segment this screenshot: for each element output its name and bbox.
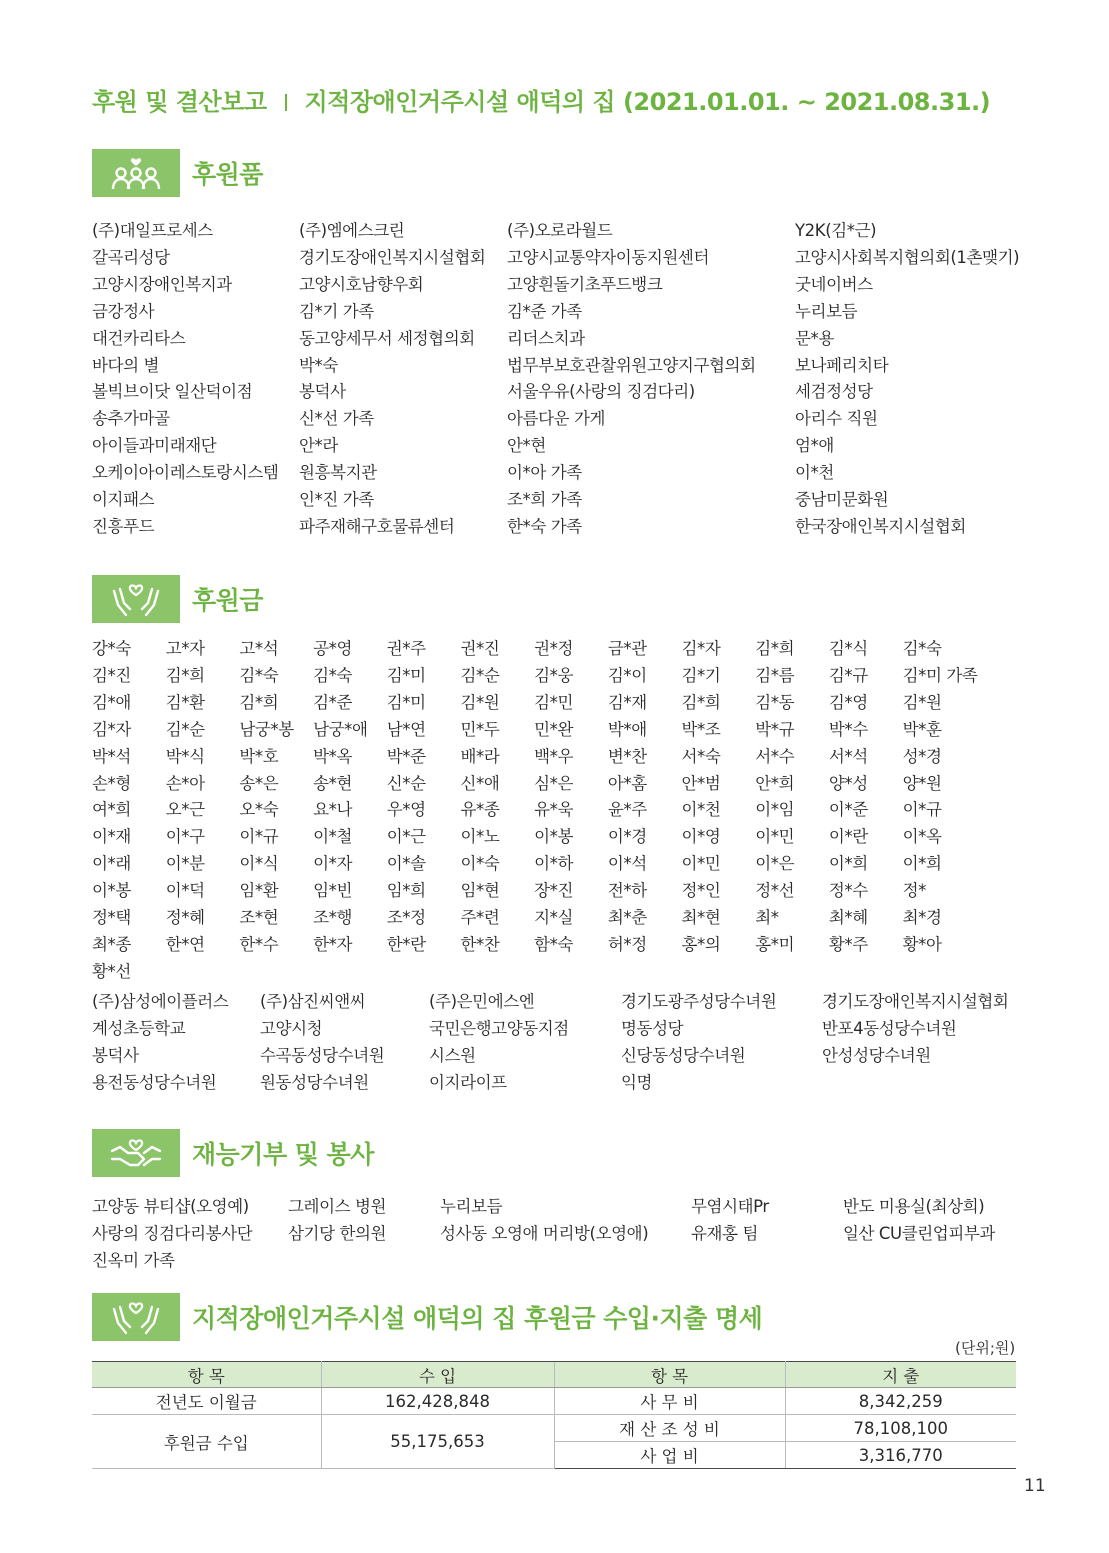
talent-donor: 유재홍 팀: [691, 1223, 759, 1243]
individual-donor: 이*자: [313, 854, 352, 874]
individual-donor: 최*: [755, 908, 779, 928]
individual-donor: 홍*미: [755, 934, 795, 954]
individual-donor: 김*웅: [534, 665, 574, 685]
organization-donor: 국민은행고양동지점: [429, 1018, 569, 1038]
goods-donor: 김*준 가족: [507, 301, 582, 321]
individual-donor: 김*희: [239, 692, 279, 712]
individual-donor: 이*란: [828, 827, 868, 847]
goods-donor: 세검정성당: [795, 382, 873, 402]
individual-donor: 안*범: [681, 773, 721, 793]
goods-donor: 리더스치과: [507, 328, 585, 348]
expense2-value: 78,108,100: [785, 1415, 1016, 1442]
individual-donor: 홍*의: [681, 934, 721, 954]
individual-donor: 남궁*봉: [239, 719, 294, 739]
individual-donor: 최*춘: [607, 908, 647, 928]
individual-donor: 권*주: [386, 639, 426, 658]
goods-donor: (주)오로라월드: [507, 221, 613, 240]
individual-donor: 김*희: [755, 639, 795, 658]
goods-donor: 송추가마골: [92, 409, 170, 429]
header-income: 수 입: [321, 1362, 554, 1388]
organization-donor: [822, 1070, 1022, 1097]
organization-donor: 명동성당: [621, 1018, 684, 1038]
talent-donor: 누리보듬: [440, 1197, 503, 1216]
individual-donor: 정*택: [92, 908, 131, 928]
individual-donor: 김*자: [92, 719, 131, 739]
talent-donor: 그레이스 병원: [288, 1197, 387, 1216]
individual-donor: 박*훈: [902, 719, 942, 739]
organization-donor: 계성초등학교: [92, 1018, 186, 1038]
goods-donor: 서울우유(사랑의 징검다리): [507, 382, 695, 402]
expense1-label: 사 무 비: [554, 1388, 785, 1415]
goods-donor: 원흥복지관: [299, 463, 377, 483]
individual-donor: 김*순: [460, 665, 500, 685]
individual-donor: 이*규: [902, 800, 942, 820]
header-expense-item: 항 목: [554, 1362, 785, 1388]
goods-donor: 진흥푸드: [92, 516, 155, 536]
organization-donor: 용전동성당수녀원: [92, 1072, 217, 1092]
individual-donor: 금*관: [607, 639, 647, 658]
individual-donor: 이*영: [681, 827, 721, 847]
organization-donor: 반포4동성당수녀원: [822, 1018, 957, 1038]
individual-donor: 이*식: [239, 854, 279, 874]
goods-donor: 문*용: [795, 328, 834, 348]
individual-donor: 윤*주: [607, 800, 647, 820]
goods-donor: 금강정사: [92, 301, 155, 321]
individual-donor: 정*인: [681, 881, 721, 901]
goods-donor: (주)엠에스크린: [299, 221, 405, 240]
individual-donor: 조*행: [313, 908, 352, 928]
organization-donor: 원동성당수녀원: [260, 1072, 369, 1092]
organization-donor: 경기도장애인복지시설협회: [822, 992, 1009, 1011]
individual-donor: 서*석: [828, 746, 868, 766]
individual-donor: 배*라: [460, 746, 500, 766]
individual-donor: 백*우: [534, 746, 574, 766]
individual-donor: 김*미 가족: [902, 665, 978, 685]
goods-donor: 한*숙 가족: [507, 516, 582, 536]
individual-donor: 함*숙: [534, 934, 574, 954]
individual-donor: 임*빈: [313, 881, 352, 901]
individual-donor: 아*홈: [607, 773, 647, 793]
page-number: 11: [1024, 1476, 1046, 1496]
section-money-head: [92, 574, 263, 624]
donation-label: 후원금 수입: [92, 1415, 321, 1469]
unit-label: (단위;원): [955, 1339, 1016, 1357]
organization-donors-list: [92, 989, 1022, 1097]
individual-donor: 김*숙: [313, 665, 352, 685]
hands-heart-icon: [92, 575, 180, 623]
individual-donor: 권*정: [534, 639, 574, 658]
individual-donor: 이*규: [239, 827, 279, 847]
individual-donor: 최*종: [92, 934, 131, 954]
individual-donor: 이*재: [92, 827, 131, 847]
individual-donor: 김*숙: [902, 639, 942, 658]
individual-donor: 민*완: [534, 719, 574, 739]
organization-donor: 신당동성당수녀원: [621, 1045, 746, 1065]
individual-donor: 한*수: [239, 934, 279, 954]
goods-donor: 조*희 가족: [507, 490, 582, 510]
goods-list: [92, 218, 1035, 541]
individual-donor: 이*숙: [460, 854, 500, 874]
talent-donor: 일산 CU클린업피부과: [843, 1223, 995, 1243]
people-icon: [92, 149, 180, 197]
individual-donor: 김*름: [755, 665, 795, 685]
individual-donor: 임*희: [386, 881, 426, 901]
individual-donor: 손*아: [165, 773, 205, 793]
individual-donor: 성*경: [902, 746, 942, 766]
carryover-value: 162,428,848: [321, 1388, 554, 1415]
individual-donor: 권*진: [460, 639, 500, 658]
goods-donor: 아리수 직원: [795, 409, 878, 429]
individual-donor: 박*규: [755, 719, 795, 739]
goods-donor: 고양시호남향우회: [299, 274, 424, 294]
section-talent-head: [92, 1128, 374, 1178]
individual-donor: 김*규: [828, 665, 868, 685]
page-header: [92, 82, 990, 117]
talent-donors-list: [92, 1194, 1019, 1275]
talent-donor: 사랑의 징검다리봉사단: [92, 1223, 253, 1243]
individual-donor: 전*하: [607, 881, 647, 901]
individual-donor: 지*실: [534, 908, 574, 928]
individual-donor: 김*희: [165, 665, 205, 685]
organization-donor: (주)삼성에이플러스: [92, 992, 229, 1011]
goods-donor: 김*기 가족: [299, 301, 374, 321]
individual-donor: 김*재: [607, 692, 647, 712]
individual-donor: 한*자: [313, 934, 352, 954]
organization-donor: 수곡동성당수녀원: [260, 1045, 385, 1065]
individual-donor: 최*혜: [828, 908, 868, 928]
goods-donor: 대건카리타스: [92, 328, 186, 348]
individual-donor: 유*욱: [534, 800, 574, 820]
talent-donor: 반도 미용실(최상희): [843, 1197, 985, 1216]
goods-donor: 고양시교통약자이동지원센터: [507, 247, 710, 267]
goods-donor: 이*천: [795, 463, 834, 483]
goods-donor: 고양시사회복지협의회(1촌맺기): [795, 247, 1020, 267]
goods-donor: 바다의 별: [92, 355, 160, 375]
goods-donor: 이지패스: [92, 490, 155, 510]
talent-donor: [440, 1248, 691, 1275]
goods-donor: 안*라: [299, 436, 338, 456]
individual-donor: 김*환: [165, 692, 205, 712]
table-header-row: [92, 1362, 1016, 1388]
donation-value: 55,175,653: [321, 1415, 554, 1469]
individual-donor: 임*환: [239, 881, 279, 901]
goods-donor: 중남미문화원: [795, 490, 889, 510]
individual-donor: 조*정: [386, 908, 426, 928]
expense1-value: 8,342,259: [785, 1388, 1016, 1415]
individual-donor: 여*희: [92, 800, 131, 820]
individual-donor: 서*수: [755, 746, 795, 766]
individual-donor: 이*봉: [534, 827, 574, 847]
individual-donor: 이*준: [828, 800, 868, 820]
individual-donor: 최*경: [902, 908, 942, 928]
individual-donor: 박*조: [681, 719, 721, 739]
carryover-label: 전년도 이월금: [92, 1388, 321, 1415]
individual-donor: 김*미: [386, 665, 426, 685]
individual-donor: 박*옥: [313, 746, 352, 766]
income-expense-table: [92, 1361, 1016, 1469]
organization-donor: 익명: [621, 1072, 653, 1092]
individual-donor: 정*수: [828, 881, 868, 901]
individual-donor: 변*찬: [607, 746, 647, 766]
goods-donor: (주)대일프로세스: [92, 221, 213, 240]
individual-donor: 황*주: [828, 934, 868, 954]
individual-donor: 김*애: [92, 692, 131, 712]
individual-donor: 이*천: [681, 800, 721, 820]
section-statement-title: 지적장애인거주시설 애덕의 집 후원금 수입·지출 명세: [192, 1304, 763, 1333]
individual-donor: 김*희: [681, 692, 721, 712]
individual-donor: 정*: [902, 881, 926, 901]
individual-donor: 이*분: [165, 854, 205, 874]
section-money-title: 후원금: [192, 586, 263, 615]
individual-donor: 황*아: [902, 934, 942, 954]
individual-donor: 조*현: [239, 908, 279, 928]
goods-donor: 인*진 가족: [299, 490, 374, 510]
individual-donor: 정*선: [755, 881, 795, 901]
individual-donor: 이*봉: [92, 881, 131, 901]
individual-donor: 김*자: [681, 639, 721, 658]
hands-heart-icon: [92, 1293, 180, 1341]
individual-donor: 이*민: [681, 854, 721, 874]
goods-donor: 굿네이버스: [795, 274, 873, 294]
individual-donor: 이*하: [534, 854, 574, 874]
individual-donor: 허*정: [607, 934, 647, 954]
header-right: 지적장애인거주시설 애덕의 집 (2021.01.01. ~ 2021.08.31.): [304, 88, 991, 116]
individual-donor: 이*옥: [902, 827, 942, 847]
section-goods-title: 후원품: [192, 160, 263, 189]
individual-donor: 신*순: [386, 773, 426, 793]
individual-donor: 김*원: [902, 692, 942, 712]
individual-donor: 남*연: [386, 719, 426, 739]
individual-donor: 이*솔: [386, 854, 426, 874]
individual-donor: 이*구: [165, 827, 205, 847]
goods-donor: 보나페리치타: [795, 355, 889, 375]
talent-donor: 무염시태Pr: [691, 1197, 769, 1216]
table-row: [92, 1388, 1016, 1415]
individual-donor: 오*근: [165, 800, 205, 820]
individual-donor: 주*련: [460, 908, 500, 928]
section-statement-head: [92, 1292, 762, 1342]
individual-donor: 김*미: [386, 692, 426, 712]
organization-donor: 봉덕사: [92, 1045, 139, 1065]
expense3-label: 사 업 비: [554, 1442, 785, 1469]
goods-donor: 아이들과미래재단: [92, 436, 217, 456]
individual-donor: 이*석: [607, 854, 647, 874]
organization-donor: 안성성당수녀원: [822, 1045, 931, 1065]
individual-donor: 김*숙: [239, 665, 279, 685]
individual-donor: 송*현: [313, 773, 352, 793]
individual-donor: 민*두: [460, 719, 500, 739]
individual-donor: 이*래: [92, 854, 131, 874]
goods-donor: 고양시장애인복지과: [92, 274, 232, 294]
goods-donor: 아름다운 가게: [507, 409, 606, 429]
organization-donor: (주)은민에스엔: [429, 992, 535, 1011]
talent-donor: 고양동 뷰티샵(오영예): [92, 1197, 249, 1216]
handshake-icon: [92, 1129, 180, 1177]
goods-donor: 오케이아이레스토랑시스템: [92, 463, 279, 483]
individual-donor: 안*희: [755, 773, 795, 793]
goods-donor: 고양흰돌기초푸드뱅크: [507, 274, 663, 294]
individual-donor: 이*은: [755, 854, 795, 874]
individual-donors-list: [92, 636, 976, 986]
goods-donor: 한국장애인복지시설협회: [795, 516, 966, 536]
section-goods-head: [92, 148, 263, 198]
individual-donor: 한*연: [165, 934, 205, 954]
individual-donor: 김*진: [92, 665, 131, 685]
individual-donor: 김*민: [534, 692, 574, 712]
individual-donor: 이*철: [313, 827, 352, 847]
expense2-label: 재 산 조 성 비: [554, 1415, 785, 1442]
individual-donor: 한*찬: [460, 934, 500, 954]
talent-donor: 성사동 오영애 머리방(오영애): [440, 1223, 649, 1243]
individual-donor: 고*자: [165, 639, 205, 658]
individual-donor: 김*원: [460, 692, 500, 712]
goods-donor: 갈곡리성당: [92, 247, 170, 267]
individual-donor: 이*희: [828, 854, 868, 874]
organization-donor: (주)삼진씨앤씨: [260, 992, 366, 1011]
goods-donor: 법무부보호관찰위원고양지구협의회: [507, 355, 756, 375]
individual-donor: 이*희: [902, 854, 942, 874]
individual-donor: 오*숙: [239, 800, 279, 820]
table-row: [92, 1415, 1016, 1442]
section-talent-title: 재능기부 및 봉사: [192, 1140, 374, 1169]
individual-donor: 고*석: [239, 639, 279, 658]
talent-donor: 삼기당 한의원: [288, 1223, 387, 1243]
organization-donor: 시스원: [429, 1045, 476, 1065]
goods-donor: 박*숙: [299, 355, 338, 375]
individual-donor: 이*민: [755, 827, 795, 847]
individual-donor: 우*영: [386, 800, 426, 820]
individual-donor: 김*영: [828, 692, 868, 712]
individual-donor: 임*현: [460, 881, 500, 901]
individual-donor: 이*경: [607, 827, 647, 847]
goods-donor: 봉덕사: [299, 382, 346, 402]
individual-donor: 황*선: [92, 961, 131, 981]
expense3-value: 3,316,770: [785, 1442, 1016, 1469]
talent-donor: [843, 1248, 1019, 1275]
individual-donor: 박*식: [165, 746, 205, 766]
individual-donor: 이*근: [386, 827, 426, 847]
individual-donor: 이*임: [755, 800, 795, 820]
individual-donor: 정*혜: [165, 908, 205, 928]
talent-donor: [288, 1248, 440, 1275]
goods-donor: 경기도장애인복지시설협회: [299, 247, 486, 267]
individual-donor: 한*란: [386, 934, 426, 954]
individual-donor: 남궁*애: [313, 719, 368, 739]
goods-donor: 파주재해구호물류센터: [299, 516, 455, 536]
individual-donor: 이*노: [460, 827, 500, 847]
header-separator: [285, 94, 287, 111]
header-income-item: 항 목: [92, 1362, 321, 1388]
individual-donor: 서*숙: [681, 746, 721, 766]
organization-donor: 고양시청: [260, 1018, 323, 1038]
goods-donor: 동고양세무서 세정협의회: [299, 328, 475, 348]
goods-donor: 누리보듬: [795, 301, 858, 321]
individual-donor: 강*숙: [92, 639, 131, 658]
organization-donor: 경기도광주성당수녀원: [621, 992, 777, 1011]
individual-donor: 김*준: [313, 692, 352, 712]
goods-donor: Y2K(김*근): [795, 221, 877, 240]
individual-donor: 김*이: [607, 665, 647, 685]
goods-donor: 이*아 가족: [507, 463, 582, 483]
individual-donor: 박*수: [828, 719, 868, 739]
goods-donor: 볼빅브이닷 일산덕이점: [92, 382, 253, 402]
individual-donor: 박*호: [239, 746, 279, 766]
individual-donor: 요*나: [313, 800, 352, 820]
organization-donor: 이지라이프: [429, 1072, 507, 1092]
individual-donor: 공*영: [313, 639, 352, 658]
individual-donor: 김*동: [755, 692, 795, 712]
individual-donor: 김*기: [681, 665, 721, 685]
individual-donor: 유*종: [460, 800, 500, 820]
individual-donor: 장*진: [534, 881, 574, 901]
header-expense: 지 출: [785, 1362, 1016, 1388]
individual-donor: 김*순: [165, 719, 205, 739]
individual-donor: 양*원: [902, 773, 942, 793]
goods-donor: 신*선 가족: [299, 409, 374, 429]
individual-donor: 심*은: [534, 773, 574, 793]
header-left: 후원 및 결산보고: [92, 88, 267, 116]
individual-donor: 박*애: [607, 719, 647, 739]
talent-donor: [691, 1248, 843, 1275]
individual-donor: 송*은: [239, 773, 279, 793]
individual-donor: 양*성: [828, 773, 868, 793]
individual-donor: 박*준: [386, 746, 426, 766]
individual-donor: 최*현: [681, 908, 721, 928]
individual-donor: 이*덕: [165, 881, 205, 901]
individual-donor: 박*석: [92, 746, 131, 766]
goods-donor: 안*현: [507, 436, 546, 456]
goods-donor: 엄*애: [795, 436, 834, 456]
individual-donor: 신*애: [460, 773, 500, 793]
individual-donor: 손*형: [92, 773, 131, 793]
talent-donor: 진옥미 가족: [92, 1250, 175, 1270]
individual-donor: 김*식: [828, 639, 868, 658]
